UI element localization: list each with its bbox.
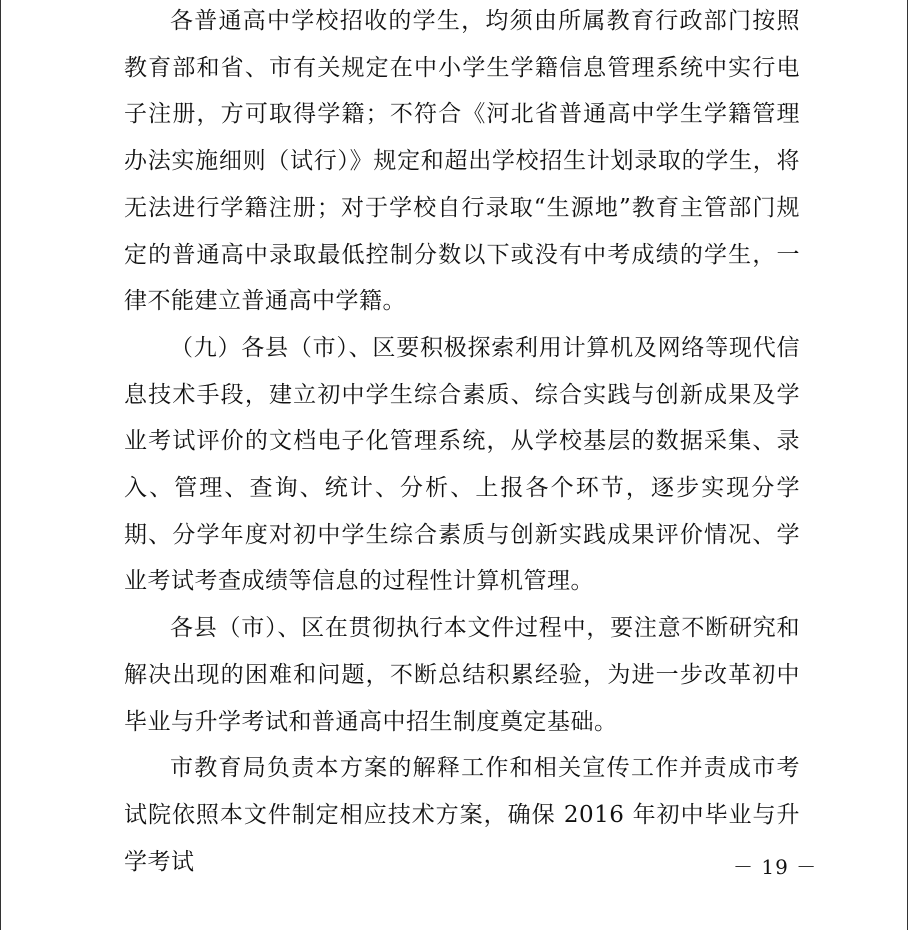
page-number: － 19 － (733, 855, 818, 879)
paragraph-interpretation: 市教育局负责本方案的解释工作和相关宣传工作并责成市考试院依照本文件制定相应技术方案，确保 2016 年初中毕业与升学考试 (124, 755, 800, 875)
paragraph-item-nine: （九）各县（市）、区要积极探索利用计算机及网络等现代信息技术手段，建立初中学生综合素质、综合实践与创新成果及学业考试评价的文档电子化管理系统，从学校基层的数据采集、录入、管理、查询、统计、分析、上报各个环节，逐步实现分学期、分学年度对初中学生综合素质与创新实践成果评价情况、学业考试考查成绩等信息的过程性计算机管理。 (124, 334, 800, 595)
paragraph-implementation: 各县（市）、区在贯彻执行本文件过程中，要注意不断研究和解决出现的困难和问题，不断总结积累经验，为进一步改革初中毕业与升学考试和普通高中招生制度奠定基础。 (124, 615, 800, 735)
document-body (124, 0, 800, 885)
paragraph-student-registration: 各普通高中学校招收的学生，均须由所属教育行政部门按照教育部和省、市有关规定在中小学生学籍信息管理系统中实行电子注册，方可取得学籍；不符合《河北省普通高中学生学籍管理办法实施细则（试行）》规定和超出学校招生计划录取的学生，将无法进行学籍注册；对于学校自行录取“生源地”教育主管部门规定的普通高中录取最低控制分数以下或没有中考成绩的学生，一律不能建立普通高中学籍。 (124, 8, 800, 315)
